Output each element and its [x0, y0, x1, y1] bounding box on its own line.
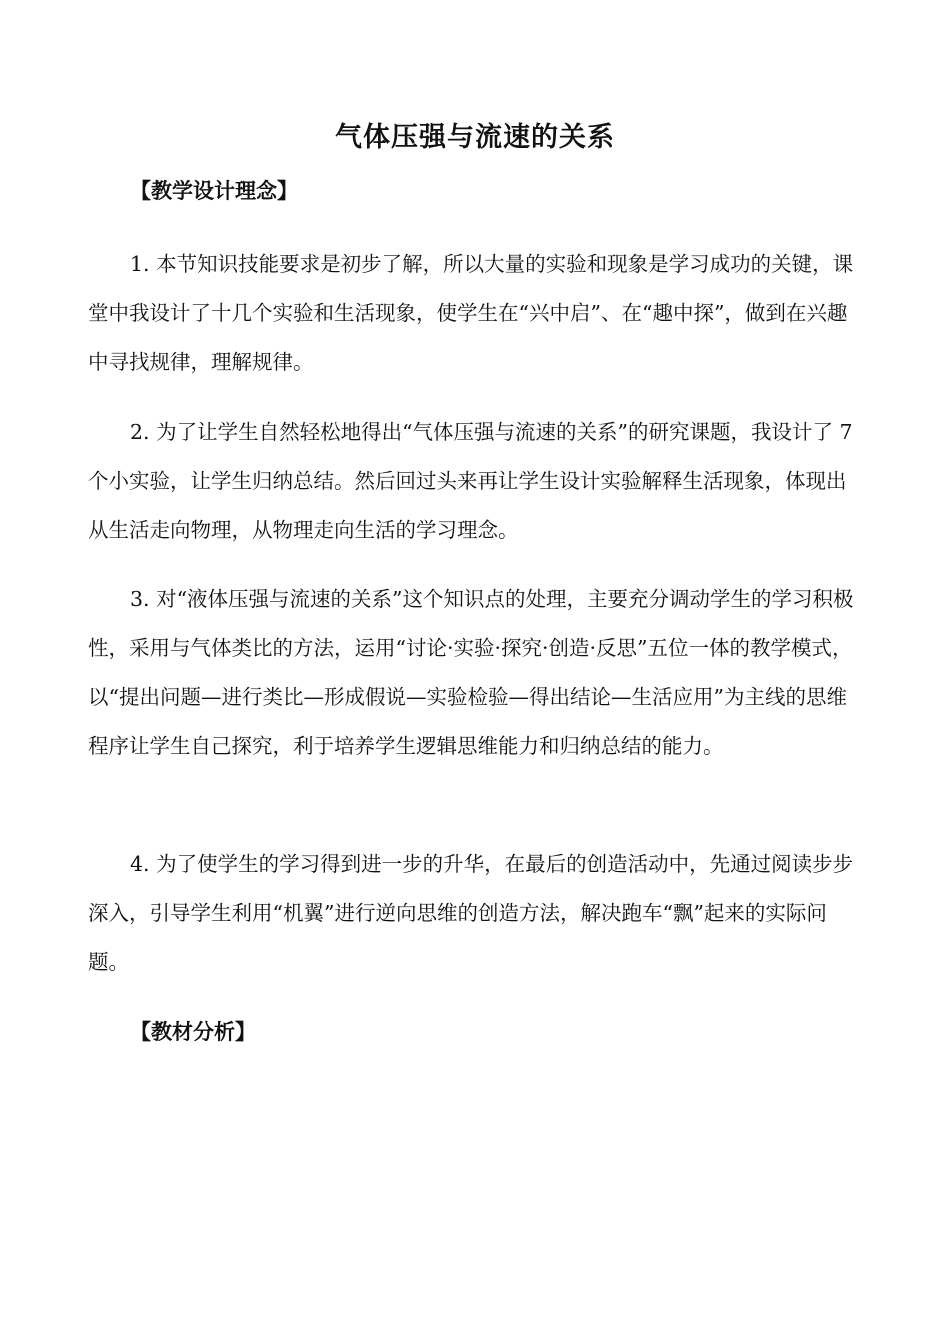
section-heading-textbook-analysis: 【教材分析】 — [130, 1020, 256, 1044]
paragraph-4: 4. 为了使学生的学习得到进一步的升华，在最后的创造活动中，先通过阅读步步深入，引导学生利用“机翼”进行逆向思维的创造方法，解决跑车“飘”起来的实际问题。 — [88, 852, 854, 974]
paragraph-2: 2. 为了让学生自然轻松地得出“气体压强与流速的关系”的研究课题，我设计了 7 个小实验，让学生归纳总结。然后回过头来再让学生设计实验解释生活现象，体现出从生活走向物理，从物理走向生活的学习理念。 — [88, 420, 853, 542]
document-title: 气体压强与流速的关系 — [335, 122, 615, 153]
paragraph-1: 1. 本节知识技能要求是初步了解，所以大量的实验和现象是学习成功的关键，课堂中我设计了十几个实验和生活现象，使学生在“兴中启”、在“趣中探”，做到在兴趣中寻找规律，理解规律。 — [88, 252, 854, 374]
section-heading-teaching-design: 【教学设计理念】 — [130, 179, 298, 203]
paragraph-3: 3. 对“液体压强与流速的关系”这个知识点的处理，主要充分调动学生的学习积极性，采用与气体类比的方法，运用“讨论·实验·探究·创造·反思”五位一体的教学模式，以“提出问题—进行类比—形成假说—实验检验—得出结论—生活应用”为主线的思维程序让学生自己探究，利于培养学生逻辑思维能力和归纳总结的能力。 — [88, 587, 854, 758]
